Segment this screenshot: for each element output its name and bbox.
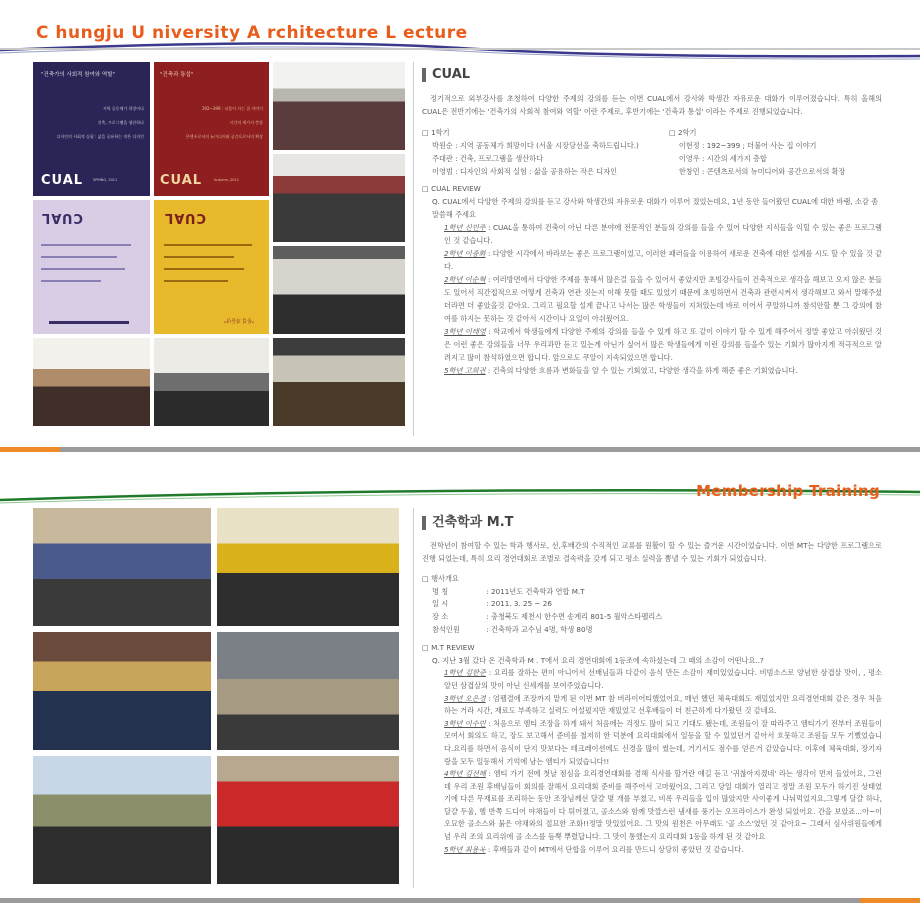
review-answer: 5학년 최용욱 : 후배들과 같이 MT에서 단합을 이루어 요리를 만드니 상당히 좋았던 것 같습니다.	[444, 844, 744, 854]
list-item: 참석인원 : 건축학과 교수님 4명, 학생 80명	[432, 624, 593, 634]
review-answer: 3학년 오은경 : 엄펠결에 조장까지 맡게 된 이번 MT 참 버라이어티했었어요, 매년 했던 체육대회도 재밌었지만 요리경연대회 같은 경우 처음 하는 거라 시간, 재료도 부족하고 실력도 어설펐지만 재밌었고 선후배들이 더 친근하게 다가왔던 것 같네요.	[444, 693, 883, 716]
event-heading: □ 행사개요	[422, 573, 882, 586]
column-divider	[413, 62, 414, 436]
poster-autumn-inverted: CUAL "통섭 과돋당"	[154, 200, 269, 334]
review-answer: 4학년 김선혜 : 엠티 가기 전에 첫날 점심을 요리경연대회를 겸해 식사를 할거란 얘길 듣고 '귀찮아지겠네' 라는 생각이 먼저 들었어요, 그런데 우리 조원 후배님들이 회의를 잘해서 요리대회 준비를 해주어서 고마웠어요, 그리고 당일 대회가 열리고 정말 조원 모두가 하기진 상태였기에 다른 무재료를 조리하는 동안 조장님께선 달걀 몇 개를 부쳤고, 비록 우리들을 입이 많았지만 사이좋게 나눠먹었지요,그렇게 달걀 하나, 달걀 두울, 헬 반쪽 드디어 야채들이 다 튀어졌고, 골소스와 함께 맛깔스런 냄새를 풍기는 오프라이스가 완성 되었어요. 간을 보았죠...아~이 오묘한 골소스와 묽은 야채와의 절묘한 조화!!정말 맛있었어요. 그 맛의 원천은 아무래도 '골 소스'였던 것 같아요~ 그래서 심사위원들에게 넘 우리 조의 요리위에 골 소스를 듬뿍 뿌렸답니다. 그 맛이 통했는지 요리대회 1등을 하게 된 것 같아요	[444, 769, 882, 842]
list-item: 이현정 : 192~399 ; 더불어 사는 집 이야기	[678, 141, 817, 150]
semester-2-heading: □ 2학기	[669, 126, 882, 139]
mt-photo-6	[217, 756, 399, 884]
review-answer: 3학년 이태영 : 학교에서 학생들에게 다양한 주제의 강의를 들을 수 있게 하고 또 같이 이야기 할 수 있게 해주어서 정말 좋았고 아쉬웠던 것은 이런 좋은 강의들을 너무 우리과만 듣고 있는게 아닌가 싶어서 많은 학생들에게 이런 강의를 들을수 있는 기회가 많아지게 적극적으로 알려지고 많이 참석하였으면 합니다. 앞으로도 쿠알이 지속되었으면 합니다.	[444, 327, 882, 362]
mt-photo-3	[33, 632, 211, 750]
section-title: CUAL	[422, 68, 882, 82]
semester-2	[639, 126, 882, 178]
mt-photo-4	[217, 632, 399, 750]
lecture-photo-1	[273, 62, 405, 150]
review-heading: □ M.T REVIEW	[422, 642, 882, 655]
review-answer: 2학년 이종화 : 다양한 시각에서 바라보는 좋은 프로그램이었고, 이러한 패러들을 이용하여 새로운 건축에 대한 설계를 시도 할 수 있을 것 같다.	[444, 249, 883, 271]
poster-autumn: "건축과 통섭" 192~399 : 더불어 사는 집 이야기 시간의 세가지 층합 콘텐츠로서의 뉴미디어와 공간으로서의 확장 CUAL Autumn, 2011	[154, 62, 269, 196]
section-title: 건축학과 M.T	[422, 516, 882, 530]
lecture-photo-6	[273, 338, 405, 426]
review-question: Q. 지난 3월 갔다 온 건축학과 M . T에서 요리 경연대회에 1등조에 속하셨는데 그 때의 소감이 어떤나요..?	[432, 655, 764, 665]
review-answer: 1학년 신민주 : CUAL을 통하여 건축이 아닌 다른 분야에 전문적인 분들의 강의를 들을 수 있어 다양한 지식들을 익힐 수 있는 좋은 프로그램인 것 같습니다.	[444, 223, 883, 245]
mt-photo-collage	[33, 508, 403, 888]
poster-spring-inverted: CUAL	[33, 200, 150, 334]
semester-1	[422, 126, 639, 178]
intro-paragraph: 전학년이 참여할 수 있는 학과 행사로, 선,후배간의 수직적인 교류를 원활이 할 수 있는 즐거운 시간이었습니다. 이번 MT는 다양한 프로그램으로 진행 되었는데, 특히 요리 경연대회로 조별로 결속력을 갖게 되고 평소 실력을 뽐낼 수 있는 기회가 되었습니다.	[422, 541, 882, 563]
list-item: 박원순 : 지역 공동체가 희망이다 (서울 시장당선을 축하드립니다.)	[432, 141, 639, 150]
list-item: 장 소 : 충청북도 제천시 한수면 송계리 801-5 월악스타펠리스	[432, 611, 663, 621]
list-item: 일 시 : 2011. 3. 25 ~ 26	[432, 599, 552, 609]
list-item: 명 칭 : 2011년도 건축학과 연합 M.T	[432, 586, 585, 596]
mt-text-column	[422, 516, 882, 856]
review-answer: 2학년 이순혁 : 여러방면에서 다양한 주제를 통해서 많은걸 들을 수 있어서 좋았지만 초빙강사들이 건축적으로 생각을 해보고 오지 않은 분들도 있어서 직간접적으로 어떻게 건축과 연관 짓는지 이해 못할 때도 있었기 때문에 초빙하면서 건축과 관련시켜서 생각해보고 와서 말해주셨더라면 더 좋았을것 같아요. 그리고 필요할 설계 끝나고 나서는 많은 학생들이 지쳐있는데 바로 이어서 쿠알하니까 참석안할 뿐 그 강의에 참여를 하지는 못하는 것 같아서 시간이나 요일이 아쉬웠어요.	[444, 275, 882, 323]
review-question: Q. CUAL에서 다양한 주제의 강의를 듣고 강사와 학생간의 자유로운 대화가 이루어 졌었는데요, 1년 동안 들어왔던 CUAL에 대한 바램, 소감 좀 말씀해 주세요	[432, 197, 879, 219]
lecture-photo-5	[154, 338, 269, 426]
review-section	[422, 642, 882, 856]
review-answer: 5학년 고희권 : 건축의 다양한 흐름과 변화들을 알 수 있는 기회였고, 다양한 생각을 하게 해준 좋은 기회였습니다.	[444, 366, 798, 375]
review-heading: □ CUAL REVIEW	[422, 182, 882, 195]
list-item: 이영범 : 디자인의 사회적 실험 : 삶을 공유하는 작은 디자인	[432, 167, 618, 176]
intro-paragraph: 정기적으로 외부강사를 초청하여 다양한 주제의 강의를 듣는 이번 CUAL에서 강사와 학생간 자유로운 대화가 이루어졌습니다. 특히 올해의 CUAL은 전반기에는 '건축가의 사회적 참여와 역할' 이란 주제로, 후반기에는 '건축과 통섭' 이라는 주제로 진행되었습니다.	[422, 94, 882, 116]
event-overview	[422, 573, 882, 636]
header-rule	[0, 48, 920, 50]
review-section	[422, 182, 882, 377]
list-item: 한창민 : 콘텐츠로서의 뉴미디어와 공간으로서의 확장	[678, 167, 846, 176]
semester-1-heading: □ 1학기	[422, 126, 639, 139]
mt-photo-1	[33, 508, 211, 626]
header-swoosh	[0, 20, 920, 60]
header-title: C hungju U niversity A rchitecture L ecture	[36, 23, 468, 43]
lecture-photo-4	[33, 338, 150, 426]
list-item: 주대관 : 건축, 프로그램을 생산하다	[432, 154, 544, 163]
mt-page	[0, 452, 920, 903]
mt-photo-5	[33, 756, 211, 884]
column-divider	[413, 508, 414, 888]
mt-photo-2	[217, 508, 399, 626]
cual-text-column	[422, 68, 882, 377]
page-footer-strip	[0, 898, 920, 903]
list-item: 이영우 : 시간의 세가지 층합	[678, 154, 767, 163]
header-title: Membership Training	[696, 482, 880, 500]
review-answer: 1학년 김한준 : 요리를 잘하는 편이 아니어서 선배님들과 다같이 음식 만든 소감이 재미있었습니다. 비빔소스로 양념한 삼겹살 맛이, , 평소 알던 삼겹살의 맛이 아닌 신세계를 보여주었습니다.	[444, 668, 882, 690]
review-answer: 3학년 이수민 : 처음으로 엠티 조장을 하게 돼서 처음에는 걱정도 많이 되고 기대도 됐는데, 조원들이 잘 따라주고 엠티가기 전부터 조원들이 모여서 회의도 하고, 장도 보고해서 준비를 철저히 한 덕분에 요리대회에서 일등을 할 수 있었던거 같아서 흐뭇하고 조원들 모두 기뻤었습니다.요리를 하면서 음식이 단지 맛보다는 테크레이션에도 신경을 많이 썼는데, 거기서도 점수를 얻은거 같았습니다. 이후에 체육대회, 장기자랑을 모두 일등해서 기억에 남는 엠티가 되었습니다!!	[444, 718, 882, 766]
semester-lists	[422, 126, 882, 178]
poster-spring: "건축가의 사회적 참여와 역할" 지역 공동체가 희망이다 건축, 프로그램을 생산하다 디자인의 사회적 실험 : 삶을 공유하는 작은 디자인 CUAL SPRING, 2011	[33, 62, 150, 196]
lecture-photo-2	[273, 154, 405, 242]
photo-collage	[33, 62, 405, 426]
lecture-photo-3	[273, 246, 405, 334]
